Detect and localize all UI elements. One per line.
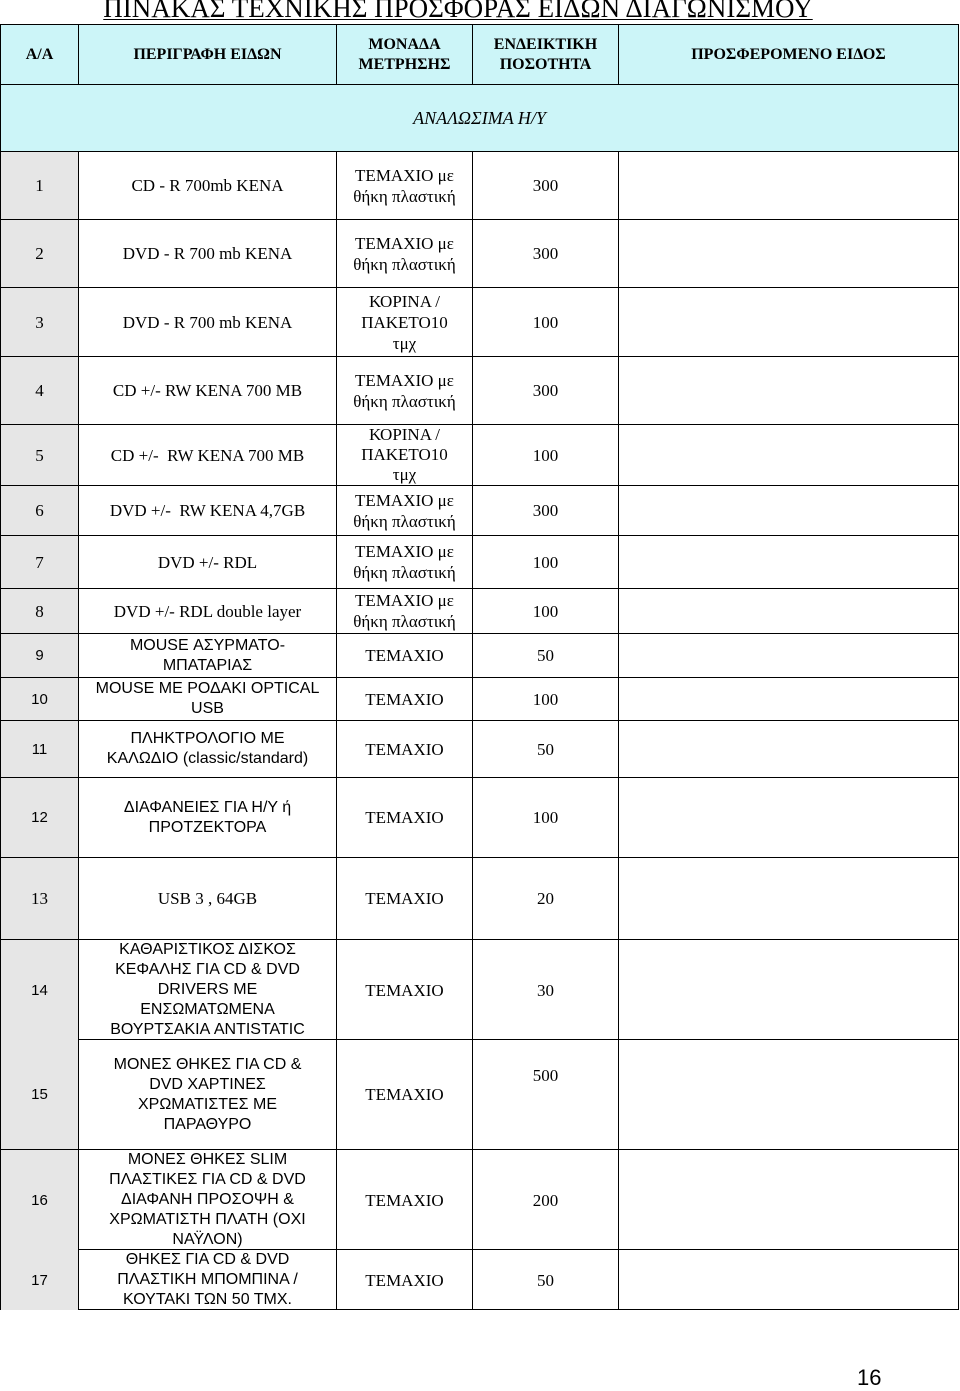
item-description: DVD +/- RDL double layer	[79, 589, 337, 633]
row-number: 16	[1, 1150, 79, 1250]
item-description: ΘΗΚΕΣ ΓΙΑ CD & DVD ΠΛΑΣΤΙΚΗ ΜΠΟΜΠΙΝΑ / ΚΟΥΤΑΚΙ ΤΩΝ 50 ΤΜΧ.	[79, 1250, 337, 1310]
offered-item-cell	[619, 152, 959, 219]
section-title: ΑΝΑΛΩΣΙΜΑ Η/Υ	[1, 85, 959, 151]
item-description: MOUSE ΜΕ ΡΟΔΑΚΙ OPTICAL USB	[79, 678, 337, 720]
indicative-quantity: 500	[473, 1040, 619, 1149]
row-number: 12	[1, 778, 79, 857]
table-row	[1, 486, 959, 536]
item-description: USB 3 , 64GB	[79, 858, 337, 939]
table-row	[1, 721, 959, 778]
offered-item-cell	[619, 634, 959, 677]
unit-of-measure: ΤΕΜΑΧΙΟ	[337, 721, 473, 777]
item-description: MOUSE ΑΣΥΡΜΑΤΟ- ΜΠΑΤΑΡΙΑΣ	[79, 634, 337, 677]
unit-of-measure: ΤΕΜΑΧΙΟ με θήκη πλαστική	[337, 536, 473, 588]
offered-item-cell	[619, 425, 959, 485]
table-header-row	[1, 25, 959, 85]
table-body	[1, 152, 959, 1310]
item-description: DVD - R 700 mb ΚΕΝΑ	[79, 288, 337, 356]
offered-item-cell	[619, 1150, 959, 1250]
offered-item-cell	[619, 858, 959, 939]
item-description: ΚΑΘΑΡΙΣΤΙΚΟΣ ΔΙΣΚΟΣ ΚΕΦΑΛΗΣ ΓΙΑ CD & DVD DRIVERS ΜΕ ΕΝΣΩΜΑΤΩΜΕΝΑ ΒΟΥΡΤΣΑΚΙΑ ANTISTATIC	[79, 940, 337, 1040]
table-row	[1, 634, 959, 678]
offered-item-cell	[619, 220, 959, 287]
offered-item-cell	[619, 1250, 959, 1310]
indicative-quantity: 100	[473, 778, 619, 857]
row-number: 1	[1, 152, 79, 219]
offered-item-cell	[619, 678, 959, 720]
unit-of-measure: ΤΕΜΑΧΙΟ	[337, 778, 473, 857]
offered-item-cell	[619, 778, 959, 857]
row-number: 10	[1, 678, 79, 720]
indicative-quantity: 300	[473, 220, 619, 287]
unit-of-measure: ΤΕΜΑΧΙΟ	[337, 634, 473, 677]
table-row	[1, 288, 959, 357]
item-description: CD +/- RW ΚΕΝΑ 700 MB	[79, 425, 337, 485]
row-number: 3	[1, 288, 79, 356]
table-row	[1, 536, 959, 589]
row-number: 8	[1, 589, 79, 633]
unit-of-measure: ΚΟΡΙΝΑ / ΠΑΚΕΤΟ10 τμχ	[337, 288, 473, 356]
unit-of-measure: ΤΕΜΑΧΙΟ με θήκη πλαστική	[337, 486, 473, 535]
table-row	[1, 1250, 959, 1310]
offered-item-cell	[619, 357, 959, 424]
column-header-description: ΠΕΡΙΓΡΑΦΗ ΕΙΔΩΝ	[79, 25, 337, 84]
offered-item-cell	[619, 940, 959, 1040]
unit-of-measure: ΚΟΡΙΝΑ / ΠΑΚΕΤΟ10 τμχ	[337, 425, 473, 485]
indicative-quantity: 300	[473, 152, 619, 219]
offered-item-cell	[619, 721, 959, 777]
indicative-quantity: 300	[473, 357, 619, 424]
row-number: 13	[1, 858, 79, 939]
item-description: ΠΛΗΚΤΡΟΛΟΓΙΟ ΜΕ ΚΑΛΩΔΙΟ (classic/standard)	[79, 721, 337, 777]
offered-item-cell	[619, 486, 959, 535]
indicative-quantity: 100	[473, 589, 619, 633]
unit-of-measure: ΤΕΜΑΧΙΟ με θήκη πλαστική	[337, 589, 473, 633]
indicative-quantity: 200	[473, 1150, 619, 1250]
indicative-quantity: 30	[473, 940, 619, 1040]
unit-of-measure: ΤΕΜΑΧΙΟ	[337, 1040, 473, 1149]
offered-item-cell	[619, 288, 959, 356]
row-number: 17	[1, 1250, 79, 1310]
offer-table	[0, 24, 959, 1310]
indicative-quantity: 100	[473, 288, 619, 356]
page-number: 16	[857, 1365, 882, 1390]
indicative-quantity: 300	[473, 486, 619, 535]
table-row	[1, 152, 959, 220]
table-row	[1, 678, 959, 721]
column-header-aa: Α/Α	[1, 25, 79, 84]
item-description: ΜΟΝΕΣ ΘΗΚΕΣ SLIM ΠΛΑΣΤΙΚΕΣ ΓΙΑ CD & DVD ΔΙΑΦΑΝΗ ΠΡΟΣΟΨΗ & ΧΡΩΜΑΤΙΣΤΗ ΠΛΑΤΗ (ΟΧΙ ΝΑΫΛΟΝ)	[79, 1150, 337, 1250]
table-row	[1, 1150, 959, 1250]
unit-of-measure: ΤΕΜΑΧΙΟ	[337, 1150, 473, 1250]
unit-of-measure: ΤΕΜΑΧΙΟ με θήκη πλαστική	[337, 152, 473, 219]
unit-of-measure: ΤΕΜΑΧΙΟ	[337, 678, 473, 720]
row-number: 2	[1, 220, 79, 287]
offered-item-cell	[619, 1040, 959, 1149]
column-header-quantity: ΕΝΔΕΙΚΤΙΚΗ ΠΟΣΟΤΗΤΑ	[473, 25, 619, 84]
offered-item-cell	[619, 589, 959, 633]
table-row	[1, 220, 959, 288]
row-number: 15	[1, 1040, 79, 1149]
unit-of-measure: ΤΕΜΑΧΙΟ	[337, 858, 473, 939]
table-row	[1, 357, 959, 425]
unit-of-measure: ΤΕΜΑΧΙΟ με θήκη πλαστική	[337, 220, 473, 287]
table-row	[1, 425, 959, 486]
table-row	[1, 778, 959, 858]
table-row	[1, 940, 959, 1040]
table-row	[1, 1040, 959, 1150]
item-description: CD - R 700mb ΚΕΝΑ	[79, 152, 337, 219]
row-number: 7	[1, 536, 79, 588]
page-title: ΠΙΝΑΚΑΣ ΤΕΧΝΙΚΗΣ ΠΡΟΣΦΟΡΑΣ ΕΙΔΩΝ ΔΙΑΓΩΝΙΣΜΟΥ	[103, 0, 813, 23]
item-description: ΔΙΑΦΑΝΕΙΕΣ ΓΙΑ Η/Υ ή ΠΡΟΤΖΕΚΤΟΡΑ	[79, 778, 337, 857]
indicative-quantity: 100	[473, 425, 619, 485]
row-number: 14	[1, 940, 79, 1040]
item-description: DVD - R 700 mb ΚΕΝΑ	[79, 220, 337, 287]
table-row	[1, 589, 959, 634]
column-header-offered: ΠΡΟΣΦΕΡΟΜΕΝΟ ΕΙΔΟΣ	[619, 25, 959, 84]
row-number: 11	[1, 721, 79, 777]
item-description: CD +/- RW ΚΕΝΑ 700 MB	[79, 357, 337, 424]
row-number: 5	[1, 425, 79, 485]
item-description: DVD +/- RDL	[79, 536, 337, 588]
table-row	[1, 858, 959, 940]
row-number: 9	[1, 634, 79, 677]
row-number: 4	[1, 357, 79, 424]
item-description: ΜΟΝΕΣ ΘΗΚΕΣ ΓΙΑ CD & DVD ΧΑΡΤΙΝΕΣ ΧΡΩΜΑΤΙΣΤΕΣ ΜΕ ΠΑΡΑΘΥΡΟ	[79, 1040, 337, 1149]
section-row	[1, 85, 959, 152]
item-description: DVD +/- RW ΚΕΝΑ 4,7GB	[79, 486, 337, 535]
indicative-quantity: 20	[473, 858, 619, 939]
indicative-quantity: 50	[473, 1250, 619, 1310]
indicative-quantity: 50	[473, 721, 619, 777]
unit-of-measure: ΤΕΜΑΧΙΟ	[337, 1250, 473, 1310]
indicative-quantity: 50	[473, 634, 619, 677]
offered-item-cell	[619, 536, 959, 588]
row-number: 6	[1, 486, 79, 535]
indicative-quantity: 100	[473, 678, 619, 720]
unit-of-measure: ΤΕΜΑΧΙΟ με θήκη πλαστική	[337, 357, 473, 424]
column-header-unit: ΜΟΝΑΔΑ ΜΕΤΡΗΣΗΣ	[337, 25, 473, 84]
indicative-quantity: 100	[473, 536, 619, 588]
unit-of-measure: ΤΕΜΑΧΙΟ	[337, 940, 473, 1040]
